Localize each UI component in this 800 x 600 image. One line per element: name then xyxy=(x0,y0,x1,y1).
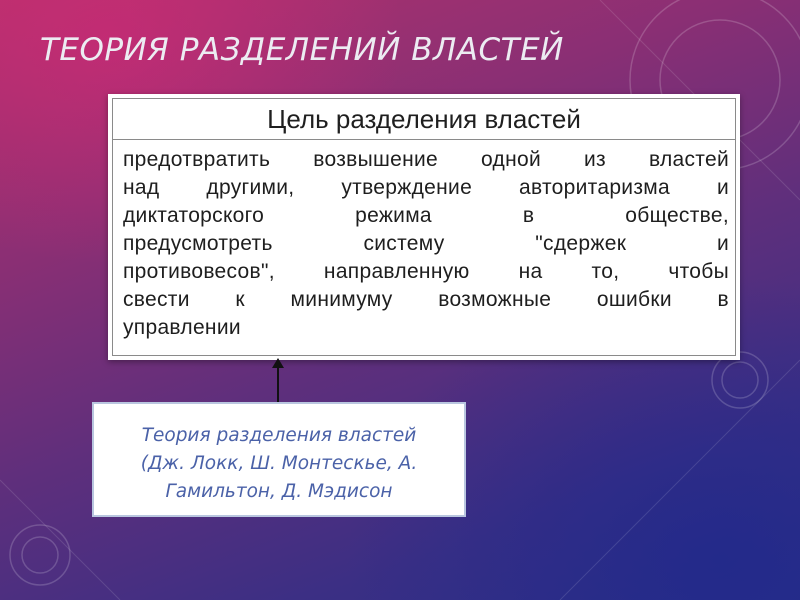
goal-body xyxy=(113,140,735,342)
theory-box xyxy=(92,402,466,517)
theory-text-line: Теория разделения властей xyxy=(141,425,417,446)
goal-text-line: предотвратить возвышение одной из властей xyxy=(123,148,729,171)
goal-box xyxy=(108,94,740,360)
goal-text-line: над другими, утверждение авторитаризма и xyxy=(123,176,729,199)
goal-text-line: противовесов", направленную на то, чтобы xyxy=(123,260,729,283)
goal-text-line: предусмотреть систему "сдержек и xyxy=(123,232,729,255)
goal-text-line: диктаторского режима в обществе, xyxy=(123,204,729,227)
goal-table xyxy=(112,98,736,356)
slide-title: ТЕОРИЯ РАЗДЕЛЕНИЙ ВЛАСТЕЙ xyxy=(40,32,564,68)
goal-heading: Цель разделения властей xyxy=(113,99,735,140)
goal-text-line: свести к минимуму возможные ошибки в xyxy=(123,288,729,311)
theory-text-line: Гамильтон, Д. Мэдисон xyxy=(165,481,393,502)
goal-text-line: управлении xyxy=(123,316,241,339)
theory-text-line: (Дж. Локк, Ш. Монтескье, А. xyxy=(140,453,418,474)
